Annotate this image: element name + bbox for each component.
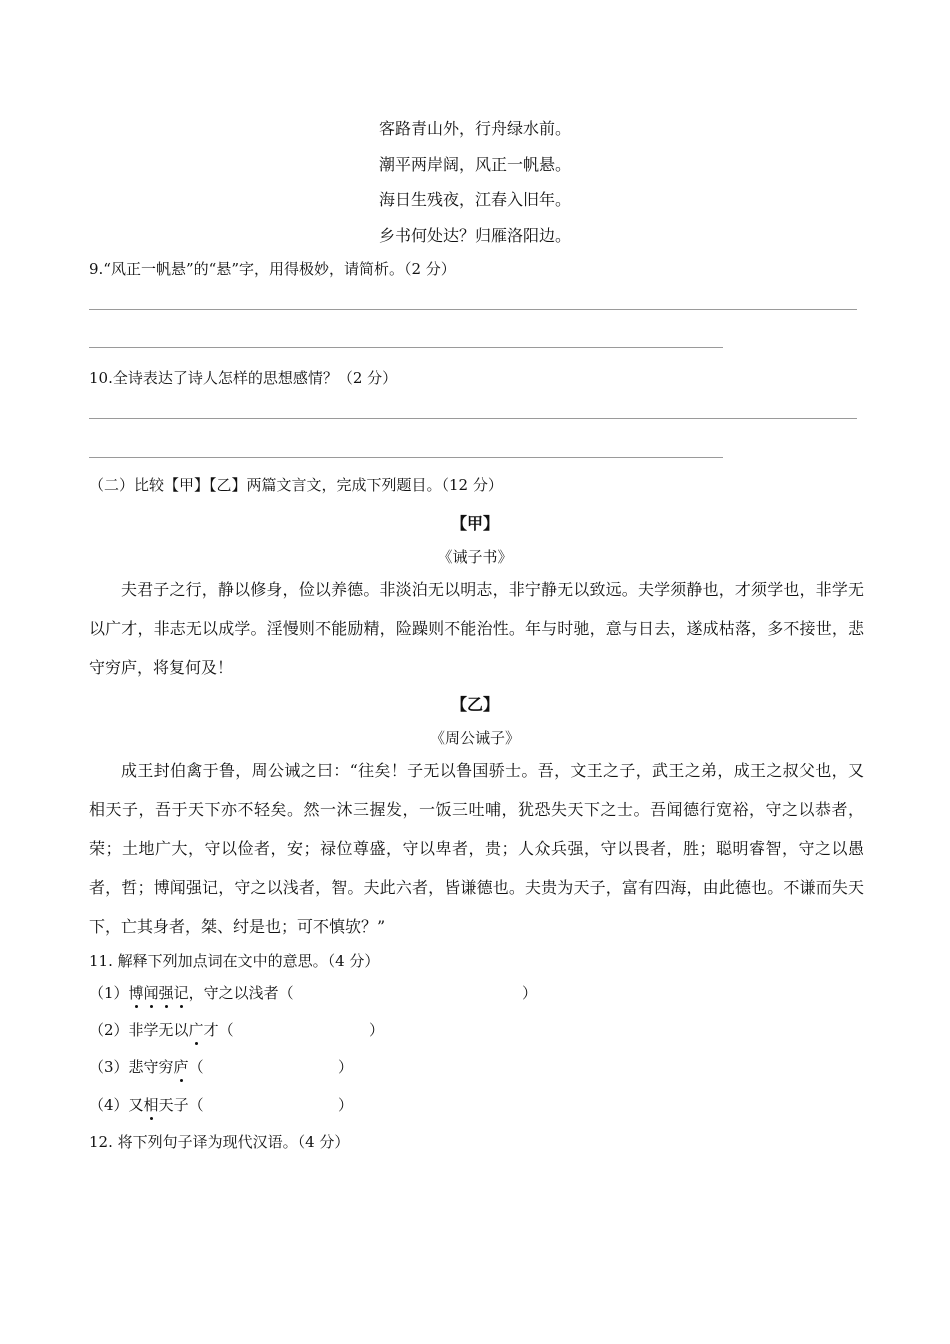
poem-line-3: 海日生残夜，江春入旧年。 [378,190,571,209]
q11-item-4-close: ） [338,1096,354,1114]
text-jia-title: 《诫子书》 [437,548,513,566]
answer-line[interactable] [89,457,723,458]
text-yi-paragraph: 成王封伯禽于鲁，周公诫之曰：“往矣！子无以鲁国骄士。吾，文王之子，武王之弟，成王之叔父也，又相天子，吾于天下亦不轻矣。然一沐三握发，一饭三吐哺，犹恐失天下之士。吾闻德行宽裕，守之以恭者，荣；土地广大，守以俭者，安；禄位尊盛，守以卑者，贵；人众兵强，守以畏者，胜；聪明睿智，守之以愚者，哲；博闻强记，守之以浅者，智。夫此六者，皆谦德也。夫贵为天子，富有四海，由此德也。不谦而失天下，亡其身者，桀、纣是也；可不慎欤？” [89,761,864,936]
question-12: 12. 将下列句子译为现代汉语。（4 分） [89,1133,350,1151]
q11-item-3: （3）悲守穷庐（ [89,1058,204,1076]
section-heading: （二）比较【甲】【乙】两篇文言文，完成下列题目。（12 分） [89,476,503,494]
dotted-word: 相 [143,1096,159,1114]
question-11: 11. 解释下列加点词在文中的意思。（4 分） [89,952,380,970]
dotted-word: 广 [188,1021,204,1039]
dotted-word: 博闻强记 [128,984,189,1002]
q11-item-1-close: ） [522,984,538,1002]
answer-line[interactable] [89,309,857,310]
poem-line-4: 乡书何处达？归雁洛阳边。 [378,226,571,245]
poem-line-1: 客路青山外，行舟绿水前。 [378,119,571,138]
text-jia-label: 【甲】 [450,514,499,533]
q11-item-3-close: ） [338,1058,354,1076]
poem-line-2: 潮平两岸阔，风正一帆悬。 [378,155,571,174]
text-jia-paragraph: 夫君子之行，静以修身，俭以养德。非淡泊无以明志，非宁静无以致远。夫学须静也，才须学也，非学无以广才，非志无以成学。淫慢则不能励精，险躁则不能治性。年与时驰，意与日去，遂成枯落，多不接世，悲守穷庐，将复何及！ [89,580,864,677]
question-9: 9.“风正一帆悬”的“悬”字，用得极妙，请简析。（2 分） [89,260,456,278]
dotted-word: 庐 [173,1058,189,1076]
answer-line[interactable] [89,418,857,419]
q11-item-2: （2）非学无以广才（ [89,1021,234,1039]
q11-item-1: （1）博闻强记，守之以浅者（ [89,984,294,1002]
q11-item-4: （4）又相天子（ [89,1096,204,1114]
text-yi-label: 【乙】 [450,695,499,714]
text-yi-title: 《周公诫子》 [429,729,520,747]
answer-line[interactable] [89,347,723,348]
q11-item-2-close: ） [369,1021,385,1039]
question-10: 10.全诗表达了诗人怎样的思想感情？（2 分） [89,369,398,387]
